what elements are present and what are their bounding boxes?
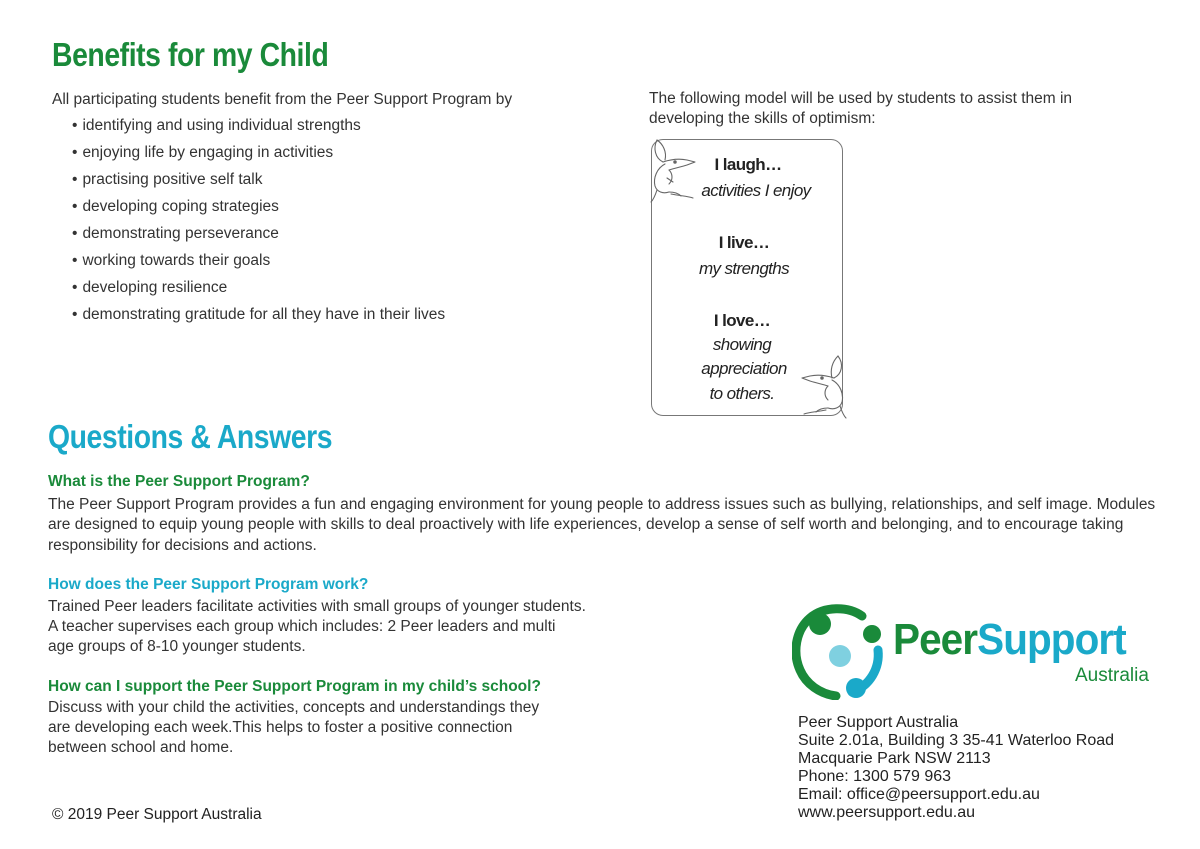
love-text-2: appreciation [701, 359, 787, 378]
bilby-illustration-icon [647, 134, 699, 204]
copyright: © 2019 Peer Support Australia [52, 806, 262, 823]
answer-line: Trained Peer leaders facilitate activities with small groups of younger students. [48, 598, 586, 615]
model-intro: The following model will be used by students to assist them in developing the skills of optimism: [649, 90, 1073, 127]
logo-word-support: Support [977, 615, 1126, 664]
answer-line: between school and home. [48, 739, 234, 756]
list-item: • developing resilience [72, 274, 445, 301]
list-item: • enjoying life by engaging in activities [72, 139, 445, 166]
love-heading: I love… [713, 311, 771, 330]
laugh-text: activities I enjoy [701, 181, 811, 200]
live-heading: I live… [718, 233, 770, 252]
list-item: • demonstrating perseverance [72, 220, 445, 247]
peer-support-logo-icon [792, 604, 888, 700]
love-text-1: showing [712, 335, 772, 354]
laugh-heading: I laugh… [714, 155, 782, 174]
answer-line: are developing each week.This helps to foster a positive connection [48, 719, 513, 736]
list-item: • demonstrating gratitude for all they have in their lives [72, 301, 445, 328]
logo-subtitle: Australia [1075, 665, 1149, 686]
question-heading: How can I support the Peer Support Program in my child’s school? [48, 678, 541, 695]
list-item: • practising positive self talk [72, 166, 445, 193]
qa-title: Questions & Answers [48, 418, 333, 455]
list-item: • developing coping strategies [72, 193, 445, 220]
benefits-intro: All participating students benefit from the Peer Support Program by [52, 91, 513, 108]
contact-website[interactable]: www.peersupport.edu.au [798, 804, 975, 821]
question-heading: How does the Peer Support Program work? [48, 576, 369, 593]
list-item: • identifying and using individual strengths [72, 112, 445, 139]
benefits-list [72, 112, 445, 328]
logo-wordmark [893, 617, 1126, 663]
contact-email[interactable]: Email: office@peersupport.edu.au [798, 786, 1040, 803]
answer-line: age groups of 8-10 younger students. [48, 638, 306, 655]
question-heading: What is the Peer Support Program? [48, 473, 310, 490]
love-text-3: to others. [709, 384, 775, 403]
contact-address: Macquarie Park NSW 2113 [798, 750, 991, 767]
answer-text: The Peer Support Program provides a fun and engaging environment for young people to address issues such as bullying, relationships, and self image. Modules are designed to equip young people with skills to deal proactively with life experiences, develop a sense of self worth and belonging, and to encourage taking responsibility for decisions and actions. [48, 496, 1156, 554]
logo-word-peer: Peer [893, 615, 978, 664]
contact-address: Suite 2.01a, Building 3 35-41 Waterloo Road [798, 732, 1115, 749]
contact-phone: Phone: 1300 579 963 [798, 768, 952, 785]
list-item: • working towards their goals [72, 247, 445, 274]
contact-block [798, 714, 1114, 822]
answer-line: Discuss with your child the activities, concepts and understandings they [48, 699, 540, 716]
answer-line: A teacher supervises each group which includes: 2 Peer leaders and multi [48, 618, 556, 635]
benefits-title: Benefits for my Child [52, 36, 329, 73]
contact-org: Peer Support Australia [798, 714, 959, 731]
live-text: my strengths [698, 259, 790, 278]
bilby-illustration-icon [798, 352, 850, 420]
